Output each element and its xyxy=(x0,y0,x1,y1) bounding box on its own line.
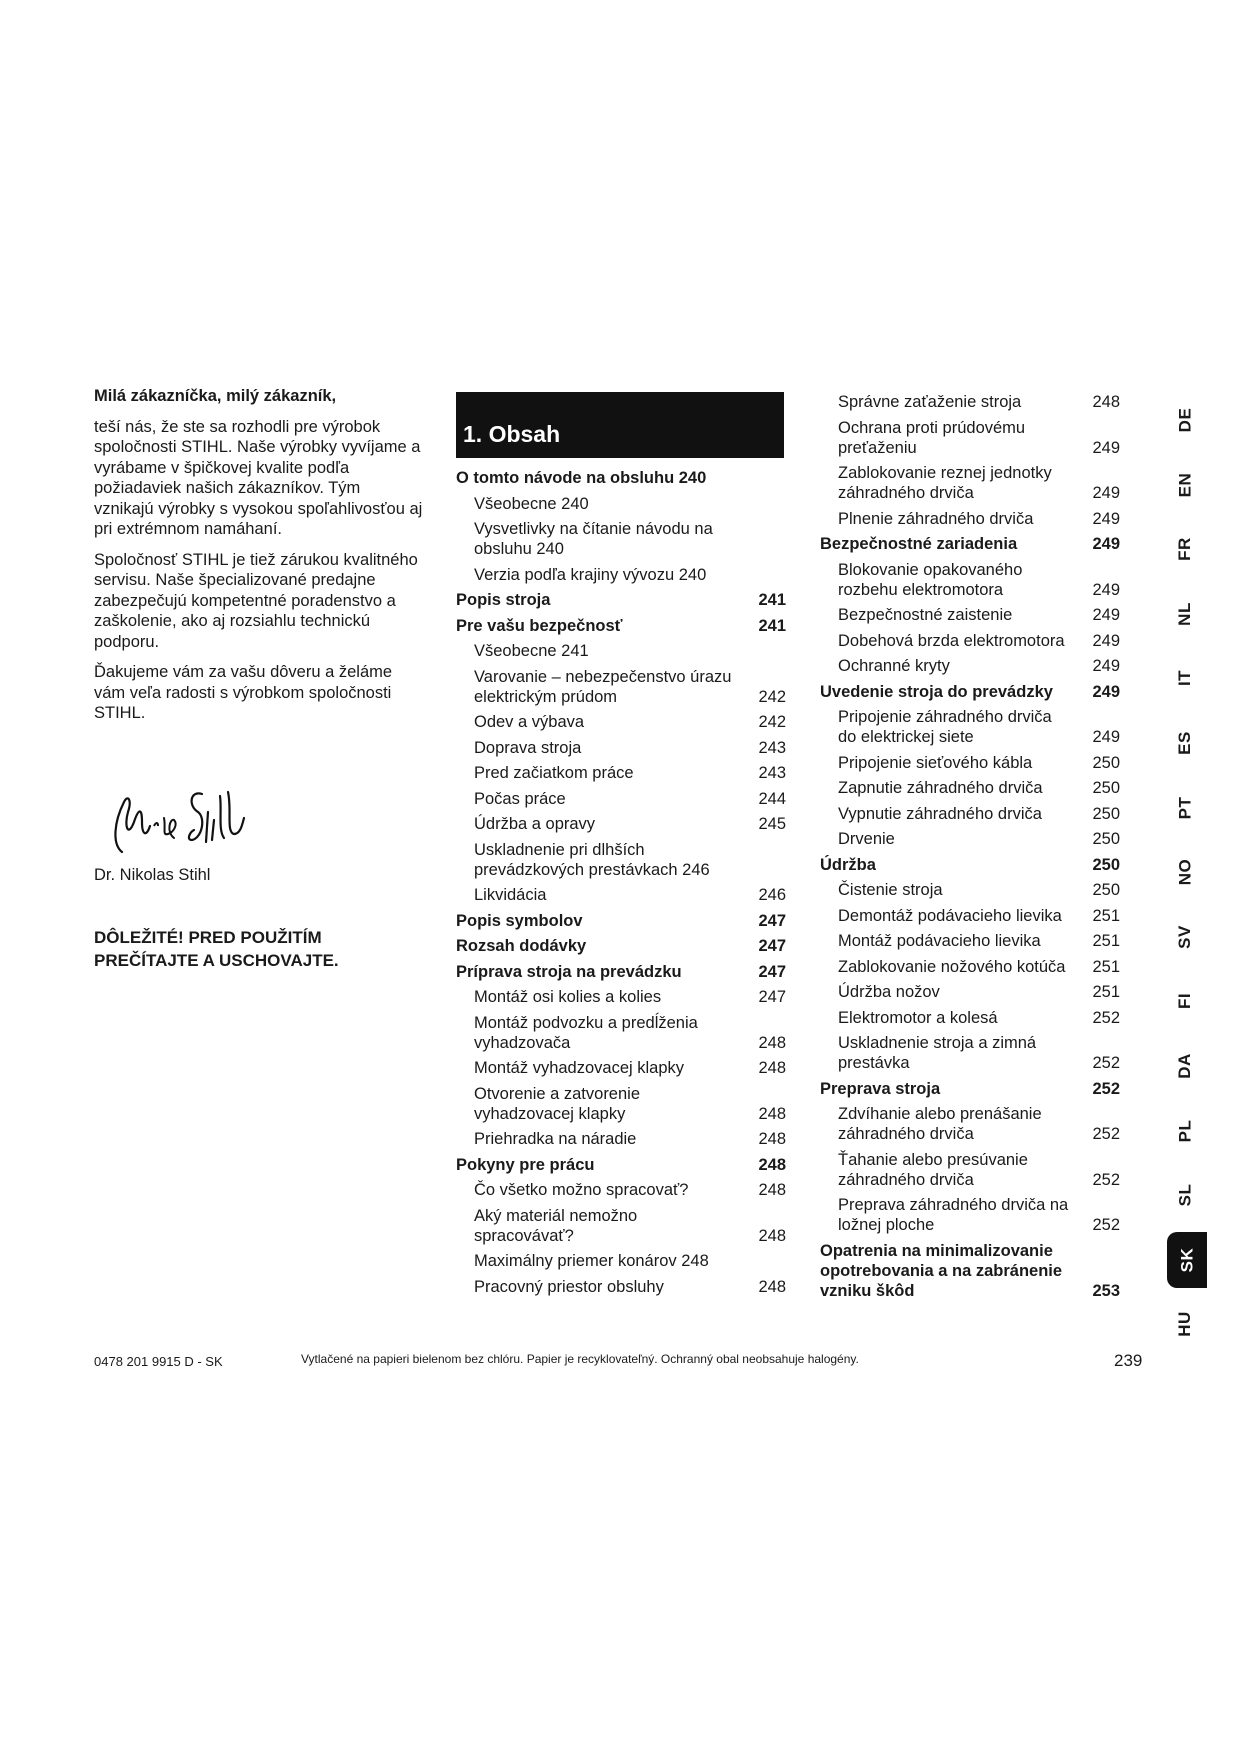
toc-column-a xyxy=(456,468,786,1302)
language-tab-label: DA xyxy=(1175,1053,1194,1079)
language-tab-fr xyxy=(1163,521,1207,577)
toc-entry-page: 248 xyxy=(758,1226,786,1245)
toc-subsection-entry xyxy=(820,656,1120,676)
language-tab-label: ES xyxy=(1175,731,1194,755)
toc-subsection-entry xyxy=(820,560,1120,600)
toc-entry-title: O tomto návode na obsluhu 240 xyxy=(456,469,707,487)
toc-subsection-entry xyxy=(456,1013,786,1053)
toc-entry-page: 248 xyxy=(758,1104,786,1123)
language-tab-label: NO xyxy=(1175,858,1194,886)
toc-subsection-entry xyxy=(820,1195,1120,1235)
toc-subsection-entry xyxy=(456,1129,786,1149)
toc-section-entry xyxy=(820,1079,1120,1099)
toc-entry-title: Ťahanie alebo presúvanie záhradného drviča xyxy=(838,1150,1028,1189)
toc-subsection-entry xyxy=(456,987,786,1007)
language-tab-label: SV xyxy=(1175,924,1194,949)
footer-note: Vytlačené na papieri bielenom bez chlóru. Papier je recyklovateľný. Ochranný obal neobsahuje halogény. xyxy=(301,1352,859,1366)
toc-entry-page: 250 xyxy=(1092,779,1120,797)
toc-entry-title: Priehradka na náradie xyxy=(474,1130,637,1148)
toc-entry-page: 251 xyxy=(1092,906,1120,925)
intro-text xyxy=(94,386,424,734)
language-tab-label: NL xyxy=(1174,601,1194,626)
toc-entry-title: Bezpečnostné zariadenia xyxy=(820,535,1018,553)
toc-subsection-entry xyxy=(820,418,1120,458)
toc-entry-title: Uvedenie stroja do prevádzky xyxy=(820,682,1053,701)
toc-entry-title: Bezpečnostné zaistenie xyxy=(838,606,1013,624)
toc-entry-page: 252 xyxy=(1092,1170,1120,1189)
toc-subsection-entry xyxy=(456,494,786,514)
toc-entry-page: 248 xyxy=(758,1181,786,1199)
toc-subsection-entry xyxy=(820,982,1120,1002)
toc-entry-title: Zapnutie záhradného drviča xyxy=(838,779,1043,797)
toc-subsection-entry xyxy=(456,738,786,758)
language-tab-pt xyxy=(1163,780,1207,836)
toc-entry-title: Pokyny pre prácu xyxy=(456,1155,595,1174)
footer-code: 0478 201 9915 D - SK xyxy=(94,1354,223,1369)
toc-entry-title: Uskladnenie stroja a zimná prestávka xyxy=(838,1034,1037,1072)
toc-entry-page: 242 xyxy=(758,687,786,706)
toc-section-entry xyxy=(456,590,786,610)
toc-entry-page: 248 xyxy=(1092,393,1120,411)
language-tab-label: PT xyxy=(1174,796,1194,819)
toc-entry-title: Doprava stroja xyxy=(474,738,582,757)
page-number: 239 xyxy=(1114,1351,1143,1370)
language-tab-sl xyxy=(1163,1167,1207,1223)
toc-entry-title: Zablokovanie reznej jednotky záhradného drviča xyxy=(838,464,1052,502)
toc-entry-page: 247 xyxy=(758,988,786,1006)
signature-name: Dr. Nikolas Stihl xyxy=(94,866,211,884)
toc-subsection-entry xyxy=(820,778,1120,798)
toc-entry-page: 251 xyxy=(1092,983,1120,1001)
language-tab-de xyxy=(1163,392,1207,448)
toc-subsection-entry xyxy=(820,631,1120,651)
toc-entry-page: 247 xyxy=(758,937,786,955)
language-tab-label: IT xyxy=(1174,670,1194,687)
toc-entry-page: 249 xyxy=(1092,484,1120,502)
toc-subsection-entry xyxy=(820,931,1120,951)
language-tab-it xyxy=(1163,650,1207,706)
toc-column-b xyxy=(820,392,1120,1306)
toc-entry-page: 249 xyxy=(1092,438,1120,457)
toc-entry-title: Aký materiál nemožno spracovávať? xyxy=(474,1206,638,1245)
toc-entry-page: 249 xyxy=(1092,535,1120,553)
toc-entry-title: Vypnutie záhradného drviča xyxy=(838,804,1042,823)
toc-entry-page: 252 xyxy=(1092,1008,1120,1027)
toc-entry-page: 248 xyxy=(758,1059,786,1077)
toc-entry-page: 250 xyxy=(1092,753,1120,772)
toc-entry-title: Pred začiatkom práce xyxy=(474,764,634,782)
greeting: Milá zákazníčka, milý zákazník, xyxy=(94,387,337,405)
toc-entry-title: Opatrenia na minimalizovanie opotrebovania a na zabránenie vzniku škôd xyxy=(820,1241,1063,1300)
toc-subsection-entry xyxy=(820,829,1120,849)
language-tab-sk xyxy=(1167,1232,1207,1288)
toc-section-entry xyxy=(456,468,786,488)
toc-header xyxy=(456,392,784,458)
toc-entry-title: Údržba a opravy xyxy=(474,815,596,833)
toc-subsection-entry xyxy=(456,641,786,661)
toc-entry-page: 251 xyxy=(1092,957,1120,976)
toc-entry-page: 252 xyxy=(1092,1125,1120,1143)
language-tab-label: PL xyxy=(1174,1119,1194,1142)
toc-entry-page: 244 xyxy=(758,789,786,808)
toc-entry-title: Montáž vyhadzovacej klapky xyxy=(474,1059,685,1077)
intro-paragraph: Spoločnosť STIHL je tiež zárukou kvalitného servisu. Naše špecializované predajne zabezpečujú kompetentné poradenstvo a zaškolenie, ako aj rozsiahlu technickú podporu. xyxy=(94,550,418,651)
toc-entry-page: 248 xyxy=(758,1277,786,1296)
intro-paragraph: Ďakujeme vám za vašu dôveru a želáme vám veľa radosti s výrobkom spoločnosti STIHL. xyxy=(94,663,393,722)
toc-entry-title: Varovanie – nebezpečenstvo úrazu elektrickým prúdom xyxy=(474,667,732,706)
toc-entry-title: Všeobecne 241 xyxy=(474,642,589,660)
toc-title: 1. Obsah xyxy=(463,421,561,447)
language-tab-label: HU xyxy=(1175,1311,1194,1338)
toc-subsection-entry xyxy=(820,392,1120,412)
toc-entry-title: Údržba nožov xyxy=(838,983,940,1001)
toc-entry-page: 249 xyxy=(1092,728,1120,746)
toc-entry-page: 241 xyxy=(758,591,786,609)
toc-subsection-entry xyxy=(456,1277,786,1297)
language-tab-pl xyxy=(1163,1103,1207,1159)
toc-subsection-entry xyxy=(820,509,1120,529)
toc-entry-page: 248 xyxy=(758,1033,786,1052)
toc-entry-title: Montáž osi kolies a kolies xyxy=(474,988,662,1006)
toc-entry-title: Rozsah dodávky xyxy=(456,937,587,955)
toc-subsection-entry xyxy=(456,763,786,783)
toc-entry-page: 242 xyxy=(758,713,786,731)
toc-entry-page: 249 xyxy=(1092,580,1120,599)
toc-subsection-entry xyxy=(456,1084,786,1124)
toc-subsection-entry xyxy=(456,885,786,905)
toc-entry-title: Elektromotor a kolesá xyxy=(838,1008,998,1027)
language-tab-hu xyxy=(1163,1296,1207,1352)
toc-entry-title: Drvenie xyxy=(838,830,895,848)
toc-entry-page: 250 xyxy=(1092,830,1120,848)
toc-entry-title: Všeobecne 240 xyxy=(474,494,589,513)
toc-subsection-entry xyxy=(456,789,786,809)
toc-section-entry xyxy=(456,936,786,956)
toc-entry-title: Blokovanie opakovaného rozbehu elektromotora xyxy=(838,560,1023,599)
toc-section-entry xyxy=(820,855,1120,875)
toc-subsection-entry xyxy=(456,519,786,559)
toc-subsection-entry xyxy=(820,804,1120,824)
toc-section-entry xyxy=(820,1241,1120,1301)
language-tab-nl xyxy=(1163,586,1207,642)
toc-entry-title: Ochranné kryty xyxy=(838,657,950,675)
toc-entry-page: 251 xyxy=(1092,932,1120,950)
toc-entry-page: 241 xyxy=(758,616,786,635)
toc-entry-page: 250 xyxy=(1092,804,1120,823)
language-tab-label: FR xyxy=(1174,537,1194,562)
toc-section-entry xyxy=(456,616,786,636)
toc-subsection-entry xyxy=(820,1104,1120,1144)
toc-section-entry xyxy=(456,911,786,931)
toc-entry-title: Pre vašu bezpečnosť xyxy=(456,616,623,635)
toc-entry-page: 246 xyxy=(758,886,786,904)
toc-entry-page: 253 xyxy=(1092,1281,1120,1300)
toc-entry-title: Dobehová brzda elektromotora xyxy=(838,631,1065,650)
toc-entry-page: 248 xyxy=(758,1130,786,1148)
toc-subsection-entry xyxy=(456,840,786,880)
toc-entry-title: Montáž podvozku a predĺženia vyhadzovača xyxy=(474,1013,698,1052)
toc-entry-title: Preprava stroja xyxy=(820,1079,941,1098)
language-tab-label: FI xyxy=(1174,993,1194,1010)
toc-entry-title: Pracovný priestor obsluhy xyxy=(474,1277,664,1296)
toc-entry-page: 250 xyxy=(1092,855,1120,874)
toc-section-entry xyxy=(456,962,786,982)
toc-entry-title: Odev a výbava xyxy=(474,713,585,731)
toc-entry-title: Preprava záhradného drviča na ložnej ploche xyxy=(838,1196,1069,1234)
language-tab-es xyxy=(1163,715,1207,771)
toc-entry-page: 249 xyxy=(1092,509,1120,528)
toc-entry-title: Zdvíhanie alebo prenášanie záhradného drviča xyxy=(838,1105,1042,1143)
toc-section-entry xyxy=(820,682,1120,702)
toc-entry-title: Uskladnenie pri dlhších prevádzkových prestávkach 246 xyxy=(474,840,710,879)
toc-section-entry xyxy=(820,534,1120,554)
toc-subsection-entry xyxy=(820,1033,1120,1073)
toc-entry-title: Demontáž podávacieho lievika xyxy=(838,906,1062,925)
toc-subsection-entry xyxy=(456,1206,786,1246)
language-tab-da xyxy=(1163,1038,1207,1094)
toc-entry-page: 249 xyxy=(1092,631,1120,650)
toc-entry-title: Popis stroja xyxy=(456,591,551,609)
toc-entry-page: 243 xyxy=(758,764,786,782)
toc-entry-title: Čo všetko možno spracovať? xyxy=(474,1181,689,1199)
toc-entry-page: 243 xyxy=(758,738,786,757)
toc-entry-title: Počas práce xyxy=(474,789,566,808)
toc-entry-title: Pripojenie sieťového kábla xyxy=(838,753,1033,772)
toc-entry-page: 247 xyxy=(758,962,786,981)
toc-entry-page: 250 xyxy=(1092,881,1120,899)
toc-subsection-entry xyxy=(820,957,1120,977)
toc-entry-title: Plnenie záhradného drviča xyxy=(838,509,1034,528)
toc-entry-page: 252 xyxy=(1092,1079,1120,1098)
toc-entry-page: 252 xyxy=(1092,1054,1120,1072)
toc-entry-title: Čistenie stroja xyxy=(838,881,943,899)
toc-entry-page: 252 xyxy=(1092,1216,1120,1234)
toc-subsection-entry xyxy=(456,712,786,732)
toc-entry-page: 249 xyxy=(1092,606,1120,624)
toc-entry-title: Likvidácia xyxy=(474,886,547,904)
toc-entry-title: Údržba xyxy=(820,855,876,874)
toc-entry-title: Vysvetlivky na čítanie návodu na obsluhu 240 xyxy=(474,520,713,558)
toc-subsection-entry xyxy=(820,463,1120,503)
toc-entry-page: 245 xyxy=(758,815,786,833)
toc-entry-title: Ochrana proti prúdovému preťaženiu xyxy=(838,418,1026,457)
toc-subsection-entry xyxy=(456,814,786,834)
toc-subsection-entry xyxy=(820,1008,1120,1028)
intro-paragraph: teší nás, že ste sa rozhodli pre výrobok spoločnosti STIHL. Naše výrobky vyvíjame a vyrábame v špičkovej kvalite podľa požiadaviek našich zákazníkov. Tým vznikajú výrobky s vysokou spoľahlivosťou aj pri extrémnom namáhaní. xyxy=(94,417,423,538)
language-tab-label: DE xyxy=(1175,407,1194,433)
language-tab-no xyxy=(1163,844,1207,900)
toc-entry-title: Maximálny priemer konárov 248 xyxy=(474,1252,709,1270)
signature-image xyxy=(94,782,254,864)
language-tab-fi xyxy=(1163,973,1207,1029)
language-tab-sv xyxy=(1163,909,1207,965)
language-tab-label: SK xyxy=(1177,1247,1196,1273)
language-tab-en xyxy=(1163,457,1207,513)
language-tab-label: EN xyxy=(1175,472,1194,497)
toc-subsection-entry xyxy=(456,1251,786,1271)
toc-subsection-entry xyxy=(456,565,786,585)
toc-entry-page: 247 xyxy=(758,911,786,930)
toc-entry-title: Otvorenie a zatvorenie vyhadzovacej klapky xyxy=(474,1084,641,1123)
toc-subsection-entry xyxy=(820,880,1120,900)
toc-entry-page: 249 xyxy=(1092,682,1120,701)
toc-subsection-entry xyxy=(456,1180,786,1200)
toc-subsection-entry xyxy=(820,1150,1120,1190)
toc-entry-title: Montáž podávacieho lievika xyxy=(838,932,1041,950)
toc-entry-title: Príprava stroja na prevádzku xyxy=(456,962,682,981)
toc-entry-title: Zablokovanie nožového kotúča xyxy=(838,957,1066,976)
toc-subsection-entry xyxy=(456,1058,786,1078)
language-tab-label: SL xyxy=(1174,1183,1194,1207)
toc-subsection-entry xyxy=(820,605,1120,625)
toc-subsection-entry xyxy=(820,906,1120,926)
toc-entry-title: Verzia podľa krajiny vývozu 240 xyxy=(474,565,707,584)
toc-section-entry xyxy=(456,1155,786,1175)
toc-subsection-entry xyxy=(456,667,786,707)
toc-subsection-entry xyxy=(820,753,1120,773)
toc-subsection-entry xyxy=(820,707,1120,747)
toc-entry-page: 248 xyxy=(758,1155,786,1174)
toc-entry-page: 249 xyxy=(1092,657,1120,675)
toc-entry-title: Pripojenie záhradného drviča do elektrickej siete xyxy=(838,708,1052,746)
toc-entry-title: Popis symbolov xyxy=(456,911,583,930)
important-notice: DÔLEŽITÉ! PRED POUŽITÍM PREČÍTAJTE A USCHOVAJTE. xyxy=(94,928,339,970)
toc-entry-title: Správne zaťaženie stroja xyxy=(838,393,1022,411)
